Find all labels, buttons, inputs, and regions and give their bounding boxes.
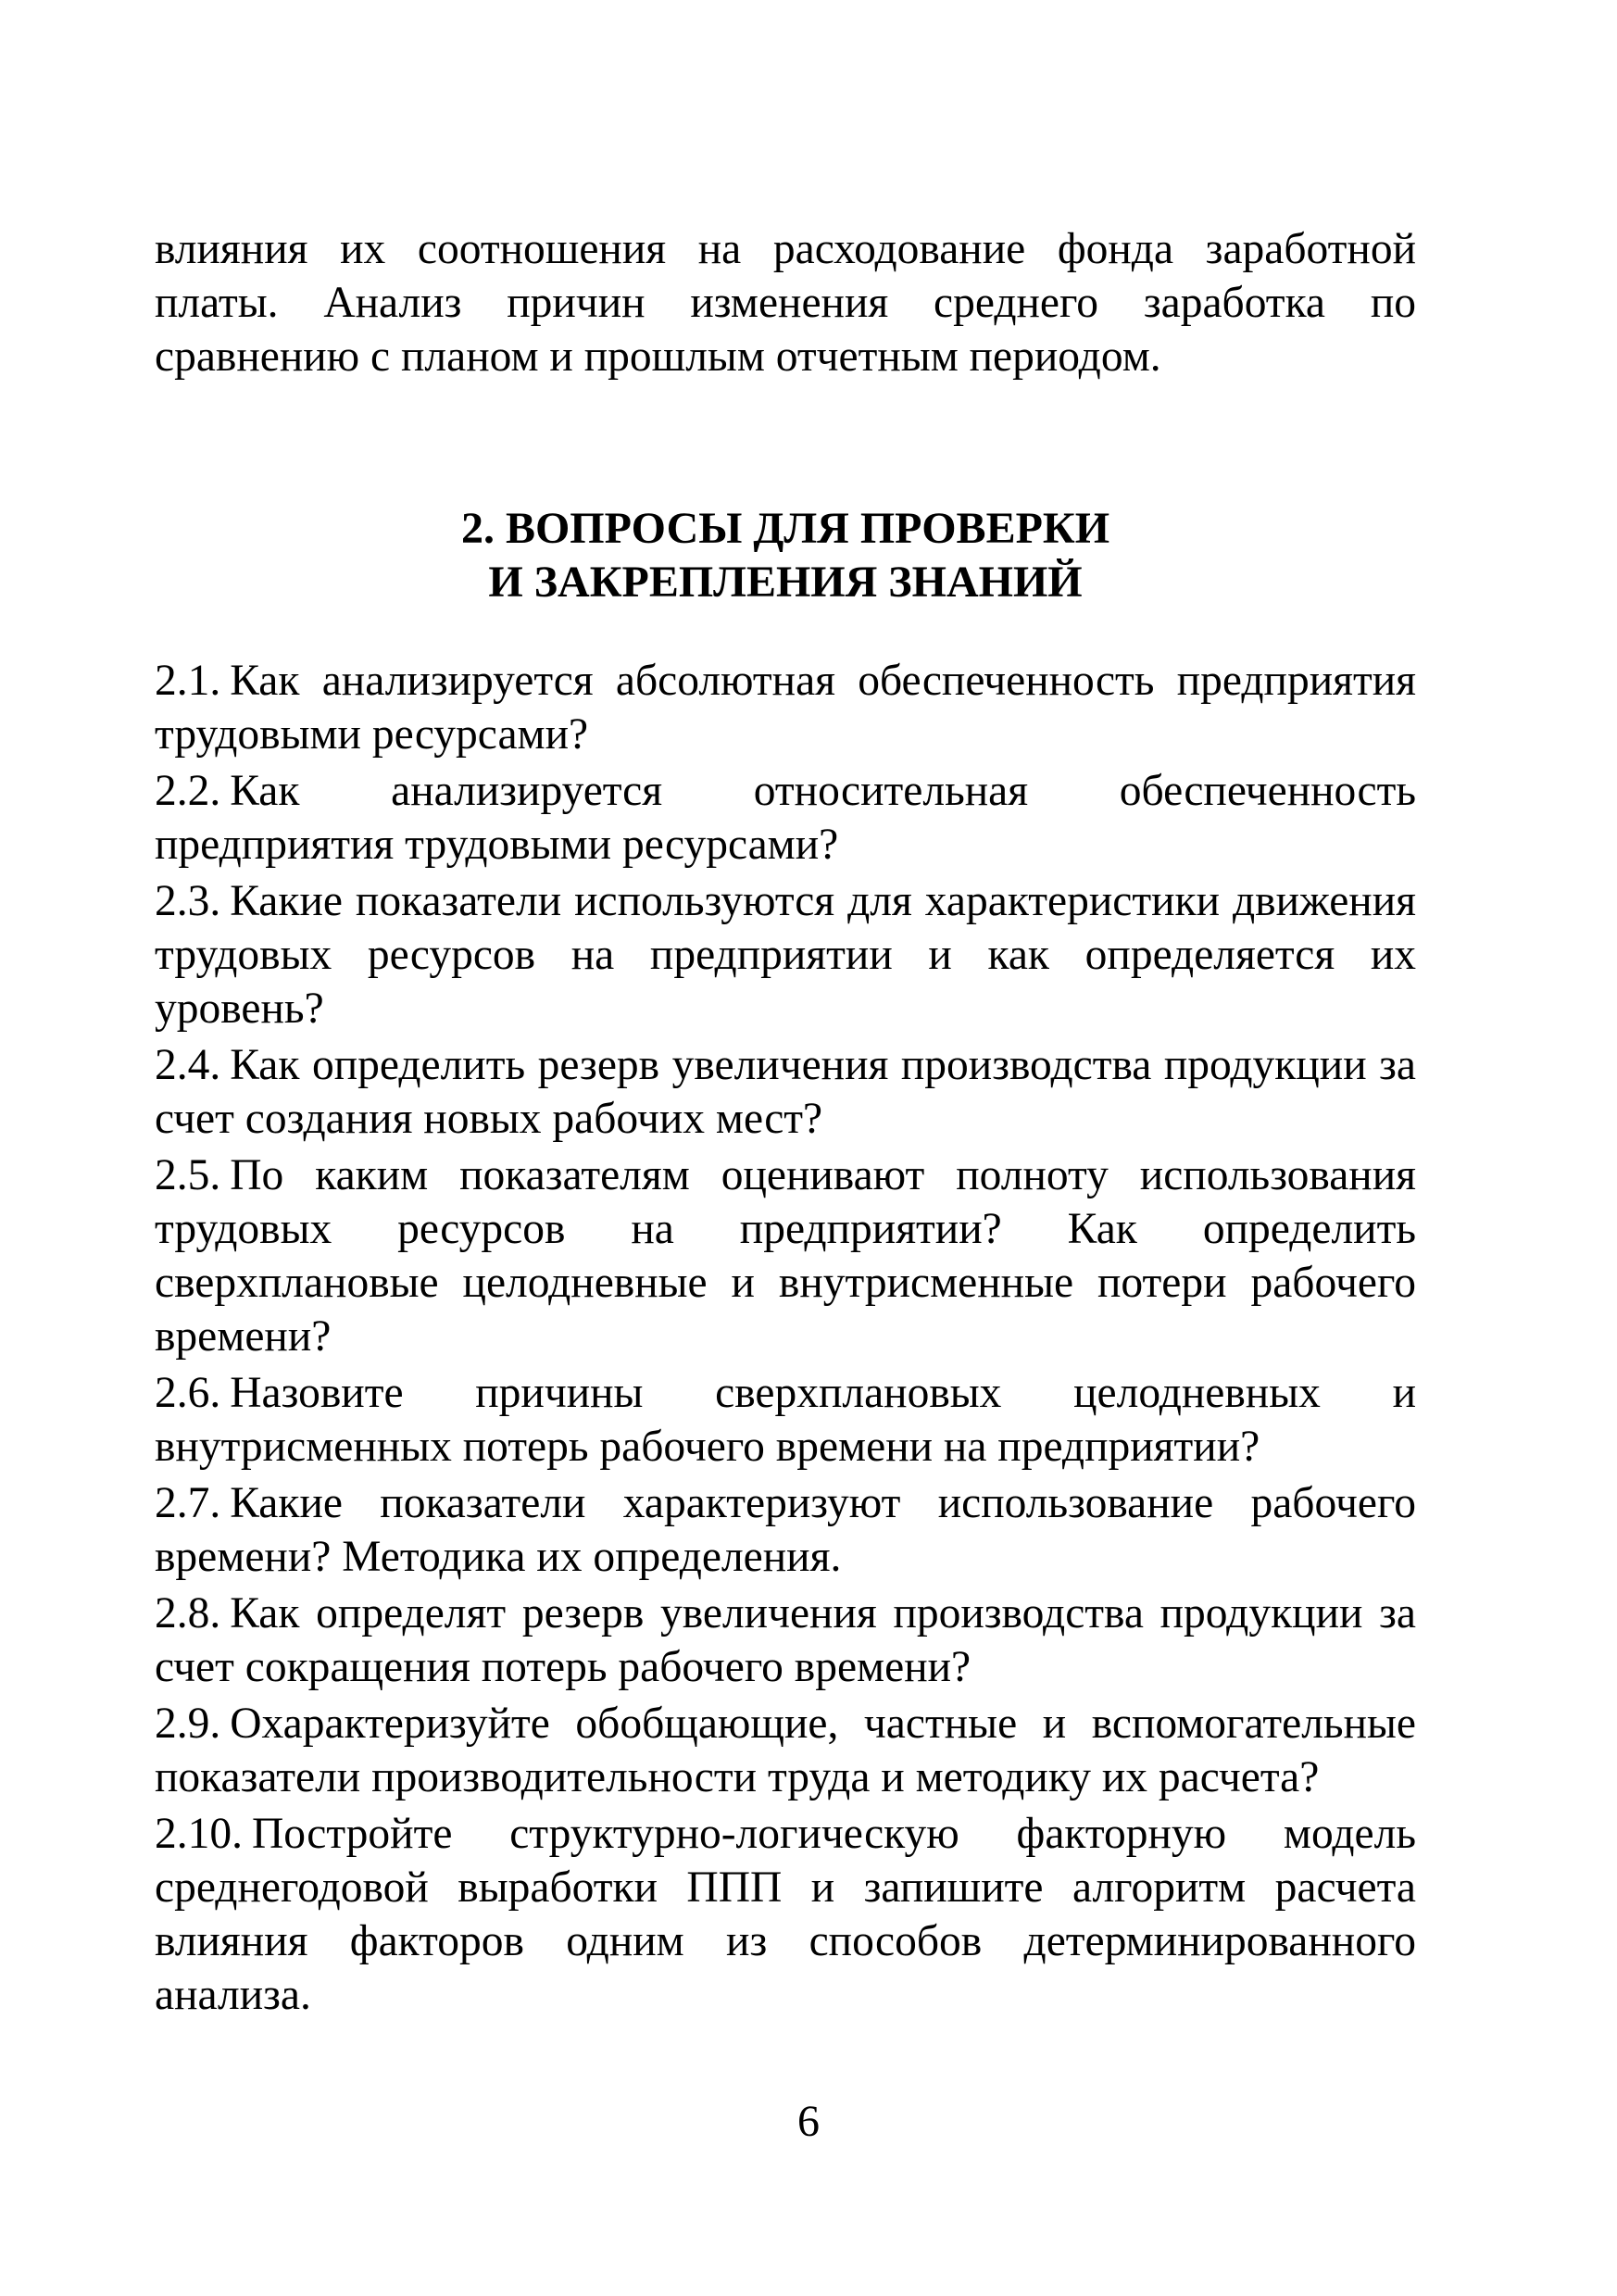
questions-list (155, 654, 1416, 2022)
question-number: 2.1. (155, 657, 221, 705)
question-text: Какие показатели используются для характеристики движения трудовых ресурсов на предприятии и как определяется их уровень? (155, 877, 1416, 1033)
intro-paragraph: влияния их соотношения на расходование фонда заработной платы. Анализ причин изменения среднего заработка по сравнению с планом и прошлым отчетным периодом. (155, 225, 1416, 381)
question-item (155, 1587, 1416, 1694)
section-heading-line2: И ЗАКРЕПЛЕНИЯ ЗНАНИЙ (488, 558, 1083, 607)
question-number: 2.9. (155, 1700, 221, 1748)
question-number: 2.6. (155, 1369, 221, 1417)
question-item (155, 1807, 1416, 2022)
question-number: 2.8. (155, 1589, 221, 1637)
document-page (155, 222, 1416, 2025)
question-text: Как анализируется относительная обеспеченность предприятия трудовыми ресурсами? (155, 767, 1416, 869)
question-number: 2.3. (155, 877, 221, 925)
question-item (155, 654, 1416, 761)
question-item (155, 874, 1416, 1035)
question-item (155, 764, 1416, 872)
question-text: Как определят резерв увеличения производства продукции за счет сокращения потерь рабочего времени? (155, 1589, 1416, 1691)
question-number: 2.2. (155, 767, 221, 815)
question-text: Какие показатели характеризуют использование рабочего времени? Методика их определения. (155, 1479, 1416, 1581)
question-text: Постройте структурно-логическую факторную модель среднегодовой выработки ППП и запишите алгоритм расчета влияния факторов одним из способов детерминированного анализа. (155, 1810, 1416, 2019)
section-heading-line1: 2. ВОПРОСЫ ДЛЯ ПРОВЕРКИ (460, 504, 1110, 553)
question-number: 2.5. (155, 1151, 221, 1199)
question-text: По каким показателям оценивают полноту использования трудовых ресурсов на предприятии? Как определить сверхплановые целодневные и внутрисменные потери рабочего времени? (155, 1151, 1416, 1361)
question-item (155, 1366, 1416, 1474)
question-text: Как анализируется абсолютная обеспеченность предприятия трудовыми ресурсами? (155, 657, 1416, 759)
question-item (155, 1697, 1416, 1804)
question-number: 2.10. (155, 1810, 243, 1858)
page-number: 6 (797, 2097, 820, 2146)
question-item (155, 1038, 1416, 1146)
question-text: Назовите причины сверхплановых целодневных и внутрисменных потерь рабочего времени на предприятии? (155, 1369, 1416, 1471)
question-number: 2.7. (155, 1479, 221, 1527)
question-item (155, 1476, 1416, 1584)
question-item (155, 1148, 1416, 1363)
question-text: Охарактеризуйте обобщающие, частные и вспомогательные показатели производительности труда и методику их расчета? (155, 1700, 1416, 1801)
question-number: 2.4. (155, 1041, 221, 1089)
section-heading (155, 502, 1416, 609)
question-text: Как определить резерв увеличения производства продукции за счет создания новых рабочих мест? (155, 1041, 1416, 1143)
